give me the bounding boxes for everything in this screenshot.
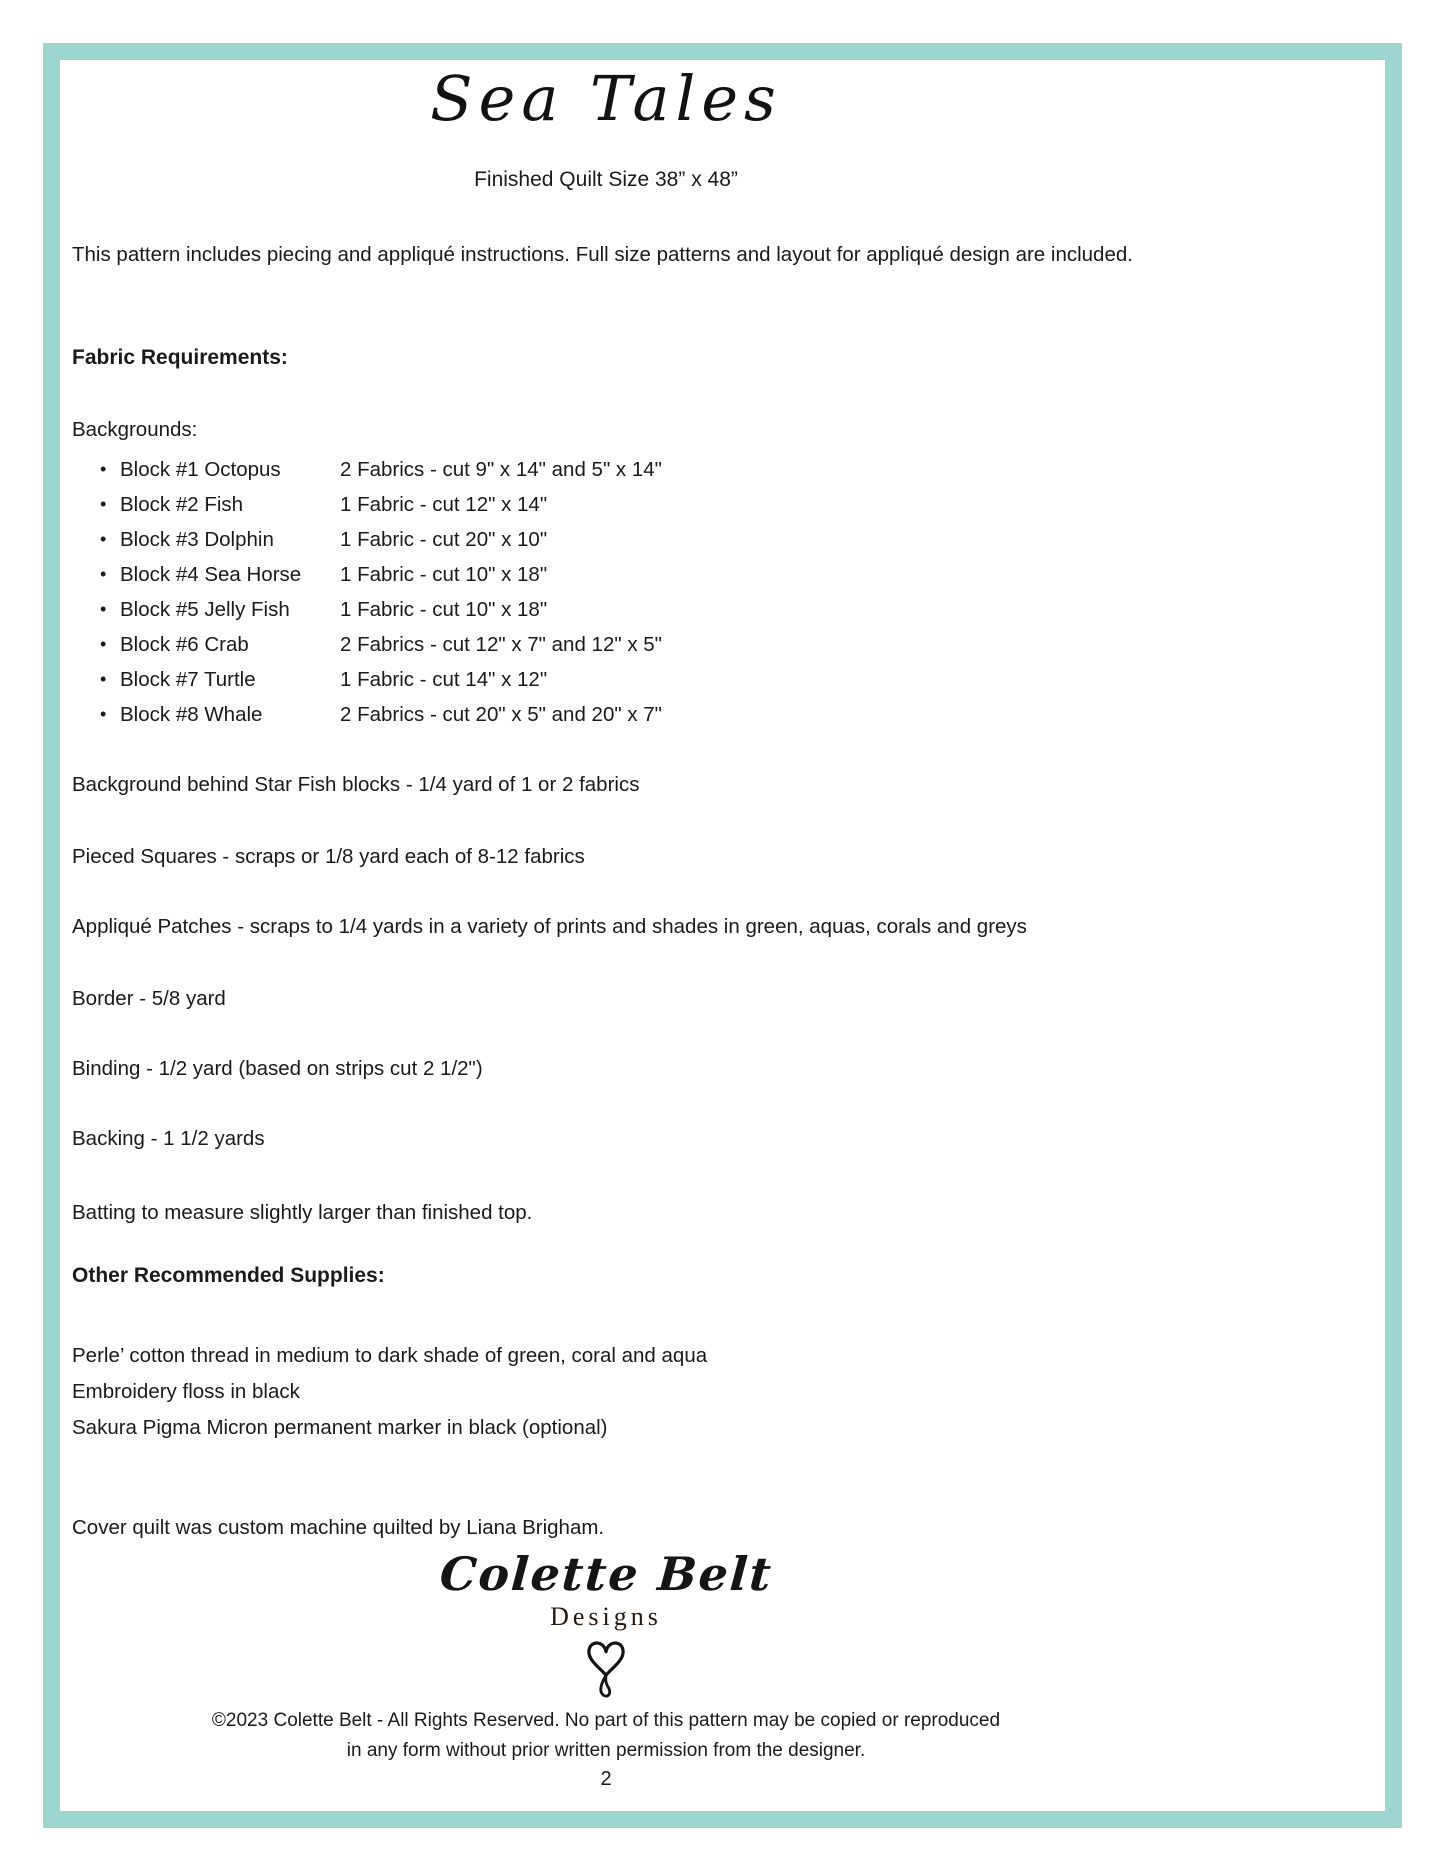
block-row — [72, 522, 1140, 557]
heart-icon — [72, 1636, 1140, 1700]
block-cut: 1 Fabric - cut 14" x 12" — [340, 668, 548, 691]
note-pieced-squares: Pieced Squares - scraps or 1/8 yard each of 8-12 fabrics — [72, 845, 585, 868]
background-blocks-list — [72, 452, 1140, 732]
block-name: Block #7 Turtle — [120, 668, 256, 691]
note-batting: Batting to measure slightly larger than finished top. — [72, 1201, 533, 1224]
note-applique-patches: Appliqué Patches - scraps to 1/4 yards in a variety of prints and shades in green, aquas, corals and greys — [72, 915, 1027, 938]
section-heading-fabric-requirements: Fabric Requirements: — [72, 346, 288, 369]
intro-paragraph: This pattern includes piecing and appliqué instructions. Full size patterns and layout for appliqué design are included. — [72, 243, 1133, 266]
bullet-icon: • — [100, 494, 107, 514]
page-title: Sea Tales — [430, 62, 782, 135]
supplies-list — [72, 1338, 1140, 1446]
block-cut: 1 Fabric - cut 20" x 10" — [340, 528, 548, 551]
supply-line-perle-cotton: Perle’ cotton thread in medium to dark shade of green, coral and aqua — [72, 1344, 708, 1367]
bullet-icon: • — [100, 704, 107, 724]
logo-name: Colette Belt — [437, 1547, 775, 1601]
block-cut: 1 Fabric - cut 12" x 14" — [340, 493, 548, 516]
block-cut: 1 Fabric - cut 10" x 18" — [340, 563, 548, 586]
block-row — [72, 697, 1140, 732]
block-cut: 2 Fabrics - cut 12" x 7" and 12" x 5" — [340, 633, 662, 656]
pattern-page — [72, 0, 1140, 1871]
block-cut: 2 Fabrics - cut 20" x 5" and 20" x 7" — [340, 703, 662, 726]
bullet-icon: • — [100, 564, 107, 584]
block-row — [72, 487, 1140, 522]
block-name: Block #2 Fish — [120, 493, 244, 516]
note-backing: Backing - 1 1/2 yards — [72, 1127, 265, 1150]
bullet-icon: • — [100, 459, 107, 479]
block-cut: 2 Fabrics - cut 9" x 14" and 5" x 14" — [340, 458, 662, 481]
note-border: Border - 5/8 yard — [72, 987, 226, 1010]
block-name: Block #3 Dolphin — [120, 528, 274, 551]
block-name: Block #8 Whale — [120, 703, 263, 726]
bullet-icon: • — [100, 634, 107, 654]
block-row — [72, 452, 1140, 487]
section-heading-supplies: Other Recommended Supplies: — [72, 1264, 385, 1287]
block-row — [72, 557, 1140, 592]
backgrounds-label: Backgrounds: — [72, 418, 198, 441]
note-starfish-background: Background behind Star Fish blocks - 1/4 yard of 1 or 2 fabrics — [72, 773, 640, 796]
bullet-icon: • — [100, 599, 107, 619]
block-row — [72, 627, 1140, 662]
block-name: Block #6 Crab — [120, 633, 249, 656]
block-cut: 1 Fabric - cut 10" x 18" — [340, 598, 548, 621]
block-row — [72, 662, 1140, 697]
block-name: Block #4 Sea Horse — [120, 563, 302, 586]
note-binding: Binding - 1/2 yard (based on strips cut 2 1/2") — [72, 1057, 483, 1080]
logo-designs-label: Designs — [550, 1602, 662, 1631]
bullet-icon: • — [100, 529, 107, 549]
copyright-line-2: in any form without prior written permission from the designer. — [346, 1740, 866, 1761]
bullet-icon: • — [100, 669, 107, 689]
block-name: Block #5 Jelly Fish — [120, 598, 290, 621]
finished-size-subtitle: Finished Quilt Size 38” x 48” — [474, 168, 738, 191]
copyright-line-1: ©2023 Colette Belt - All Rights Reserved. No part of this pattern may be copied or reproduced — [211, 1710, 1001, 1731]
supply-line-pigma-micron: Sakura Pigma Micron permanent marker in black (optional) — [72, 1416, 608, 1439]
supply-line-embroidery-floss: Embroidery floss in black — [72, 1380, 300, 1403]
block-row — [72, 592, 1140, 627]
page-number: 2 — [600, 1768, 612, 1790]
designer-logo — [72, 1548, 1140, 1700]
block-name: Block #1 Octopus — [120, 458, 281, 481]
cover-quilt-credit: Cover quilt was custom machine quilted by Liana Brigham. — [72, 1516, 605, 1539]
